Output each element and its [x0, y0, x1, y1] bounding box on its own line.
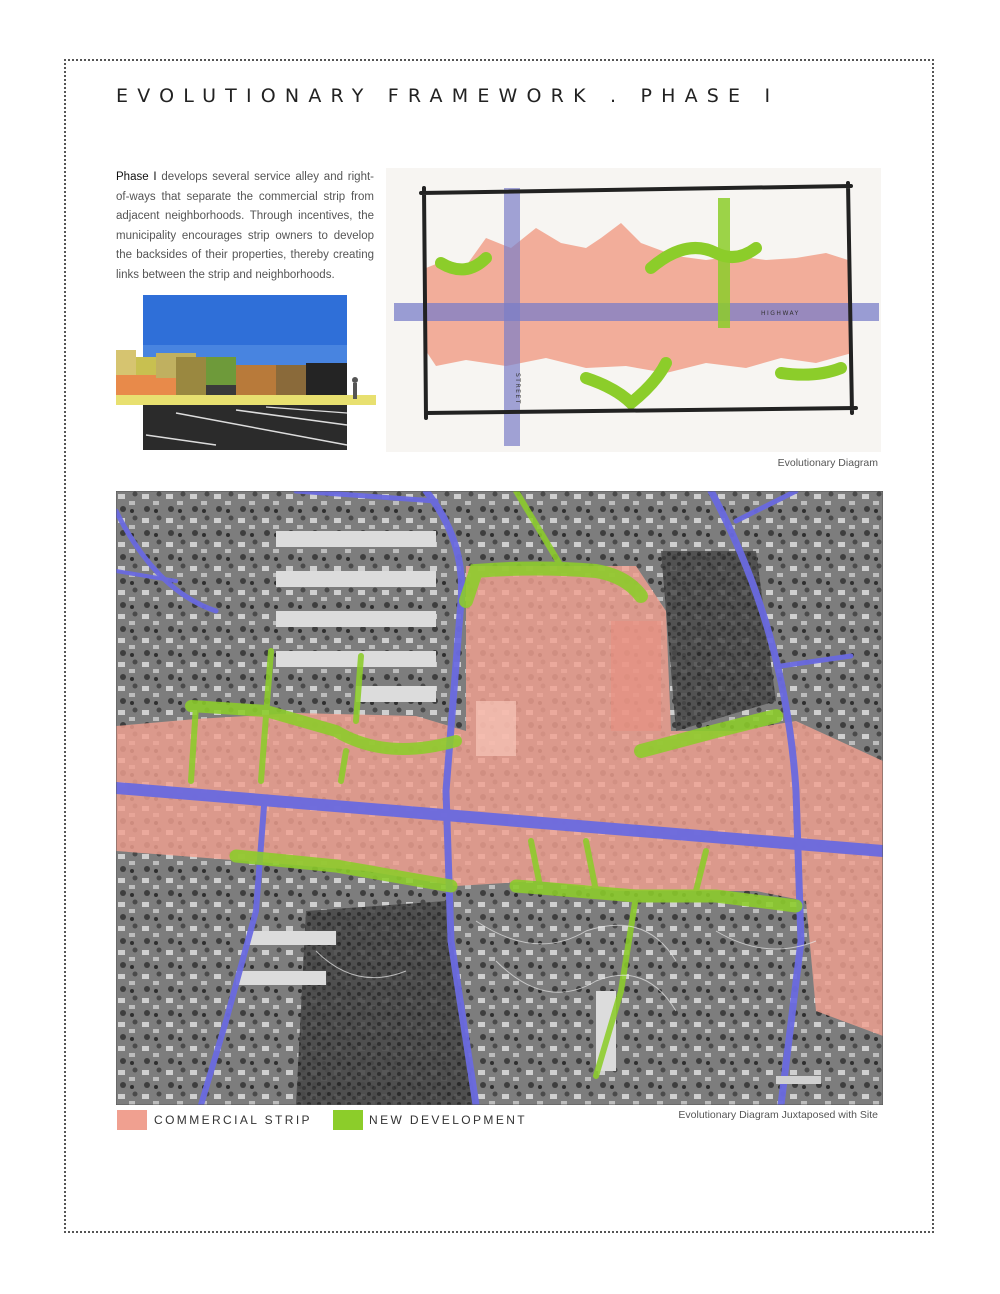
sketch-development-bottom-right	[781, 368, 841, 375]
legend-label-development: NEW DEVELOPMENT	[369, 1113, 528, 1127]
sketch-street-label: STREET	[514, 373, 521, 405]
sketch-highway	[394, 303, 879, 321]
legend-swatch-commercial	[117, 1110, 147, 1130]
aerial-site-map	[116, 491, 883, 1105]
sketch-highway-label: HIGHWAY	[761, 310, 800, 317]
building-rendering-photo	[116, 295, 376, 450]
page-title: EVOLUTIONARY FRAMEWORK . PHASE I	[116, 84, 780, 107]
sketch-green-street	[718, 198, 730, 328]
intro-paragraph	[116, 168, 374, 285]
legend-swatch-development	[333, 1110, 363, 1130]
sketch-street	[504, 188, 520, 446]
intro-lead: Phase I	[116, 171, 157, 183]
intro-body: develops several service alley and right-of-ways that separate the commercial strip from adjacent neighborhoods. Through incentives, the municipality encourages strip owners to develop the backsides of their properties, thereby creating links between the strip and neighborhoods.	[116, 171, 374, 281]
legend-label-commercial: COMMERCIAL STRIP	[154, 1113, 312, 1127]
sketch-caption: Evolutionary Diagram	[777, 457, 878, 469]
evolutionary-sketch-diagram	[386, 168, 881, 452]
map-caption: Evolutionary Diagram Juxtaposed with Site	[678, 1109, 878, 1121]
